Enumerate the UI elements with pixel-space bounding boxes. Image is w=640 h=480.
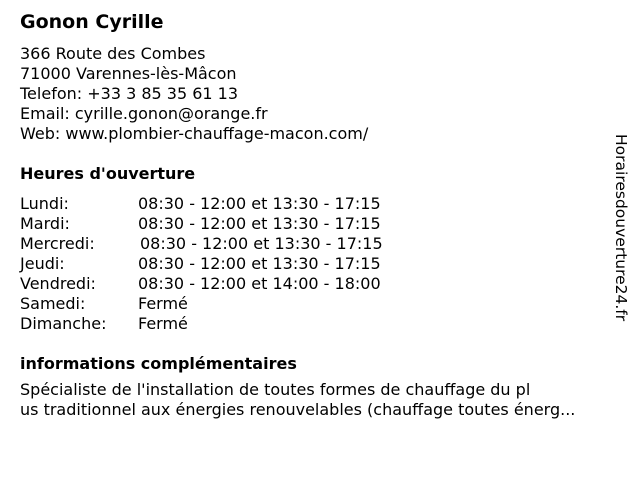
contact-block (20, 44, 368, 144)
day-label: Mercredi: (20, 234, 95, 253)
address-street: 366 Route des Combes (20, 44, 206, 63)
hours-row-lundi (20, 194, 440, 214)
email-line: Email: cyrille.gonon@orange.fr (20, 104, 268, 123)
day-label: Dimanche: (20, 314, 107, 333)
day-label: Samedi: (20, 294, 86, 313)
hours-row-dimanche (20, 314, 440, 334)
time-value: 08:30 - 12:00 et 13:30 - 17:15 (138, 254, 381, 273)
watermark-text: Horairesdouverture24.fr (612, 134, 630, 322)
day-label: Mardi: (20, 214, 70, 233)
day-label: Jeudi: (20, 254, 65, 273)
time-value: 08:30 - 12:00 et 13:30 - 17:15 (138, 194, 381, 213)
hours-row-mercredi (20, 234, 440, 254)
hours-heading: Heures d'ouverture (20, 164, 196, 183)
business-name: Gonon Cyrille (20, 11, 164, 33)
time-value: 08:30 - 12:00 et 14:00 - 18:00 (138, 274, 381, 293)
time-value: 08:30 - 12:00 et 13:30 - 17:15 (138, 214, 381, 233)
site-watermark (610, 134, 632, 344)
hours-row-vendredi (20, 274, 440, 294)
day-label: Vendredi: (20, 274, 96, 293)
info-heading: informations complémentaires (20, 354, 297, 373)
time-value: Fermé (138, 314, 188, 333)
hours-row-jeudi (20, 254, 440, 274)
info-line-2: us traditionnel aux énergies renouvelables (chauffage toutes énerg... (20, 400, 576, 419)
time-value: 08:30 - 12:00 et 13:30 - 17:15 (140, 234, 383, 253)
address-city: 71000 Varennes-lès-Mâcon (20, 64, 237, 83)
hours-row-mardi (20, 214, 440, 234)
info-line-1: Spécialiste de l'installation de toutes formes de chauffage du pl (20, 380, 531, 399)
hours-row-samedi (20, 294, 440, 314)
phone-line: Telefon: +33 3 85 35 61 13 (20, 84, 239, 103)
day-label: Lundi: (20, 194, 69, 213)
info-text (20, 380, 620, 420)
time-value: Fermé (138, 294, 188, 313)
web-line: Web: www.plombier-chauffage-macon.com/ (20, 124, 369, 143)
opening-hours-table (20, 194, 440, 334)
